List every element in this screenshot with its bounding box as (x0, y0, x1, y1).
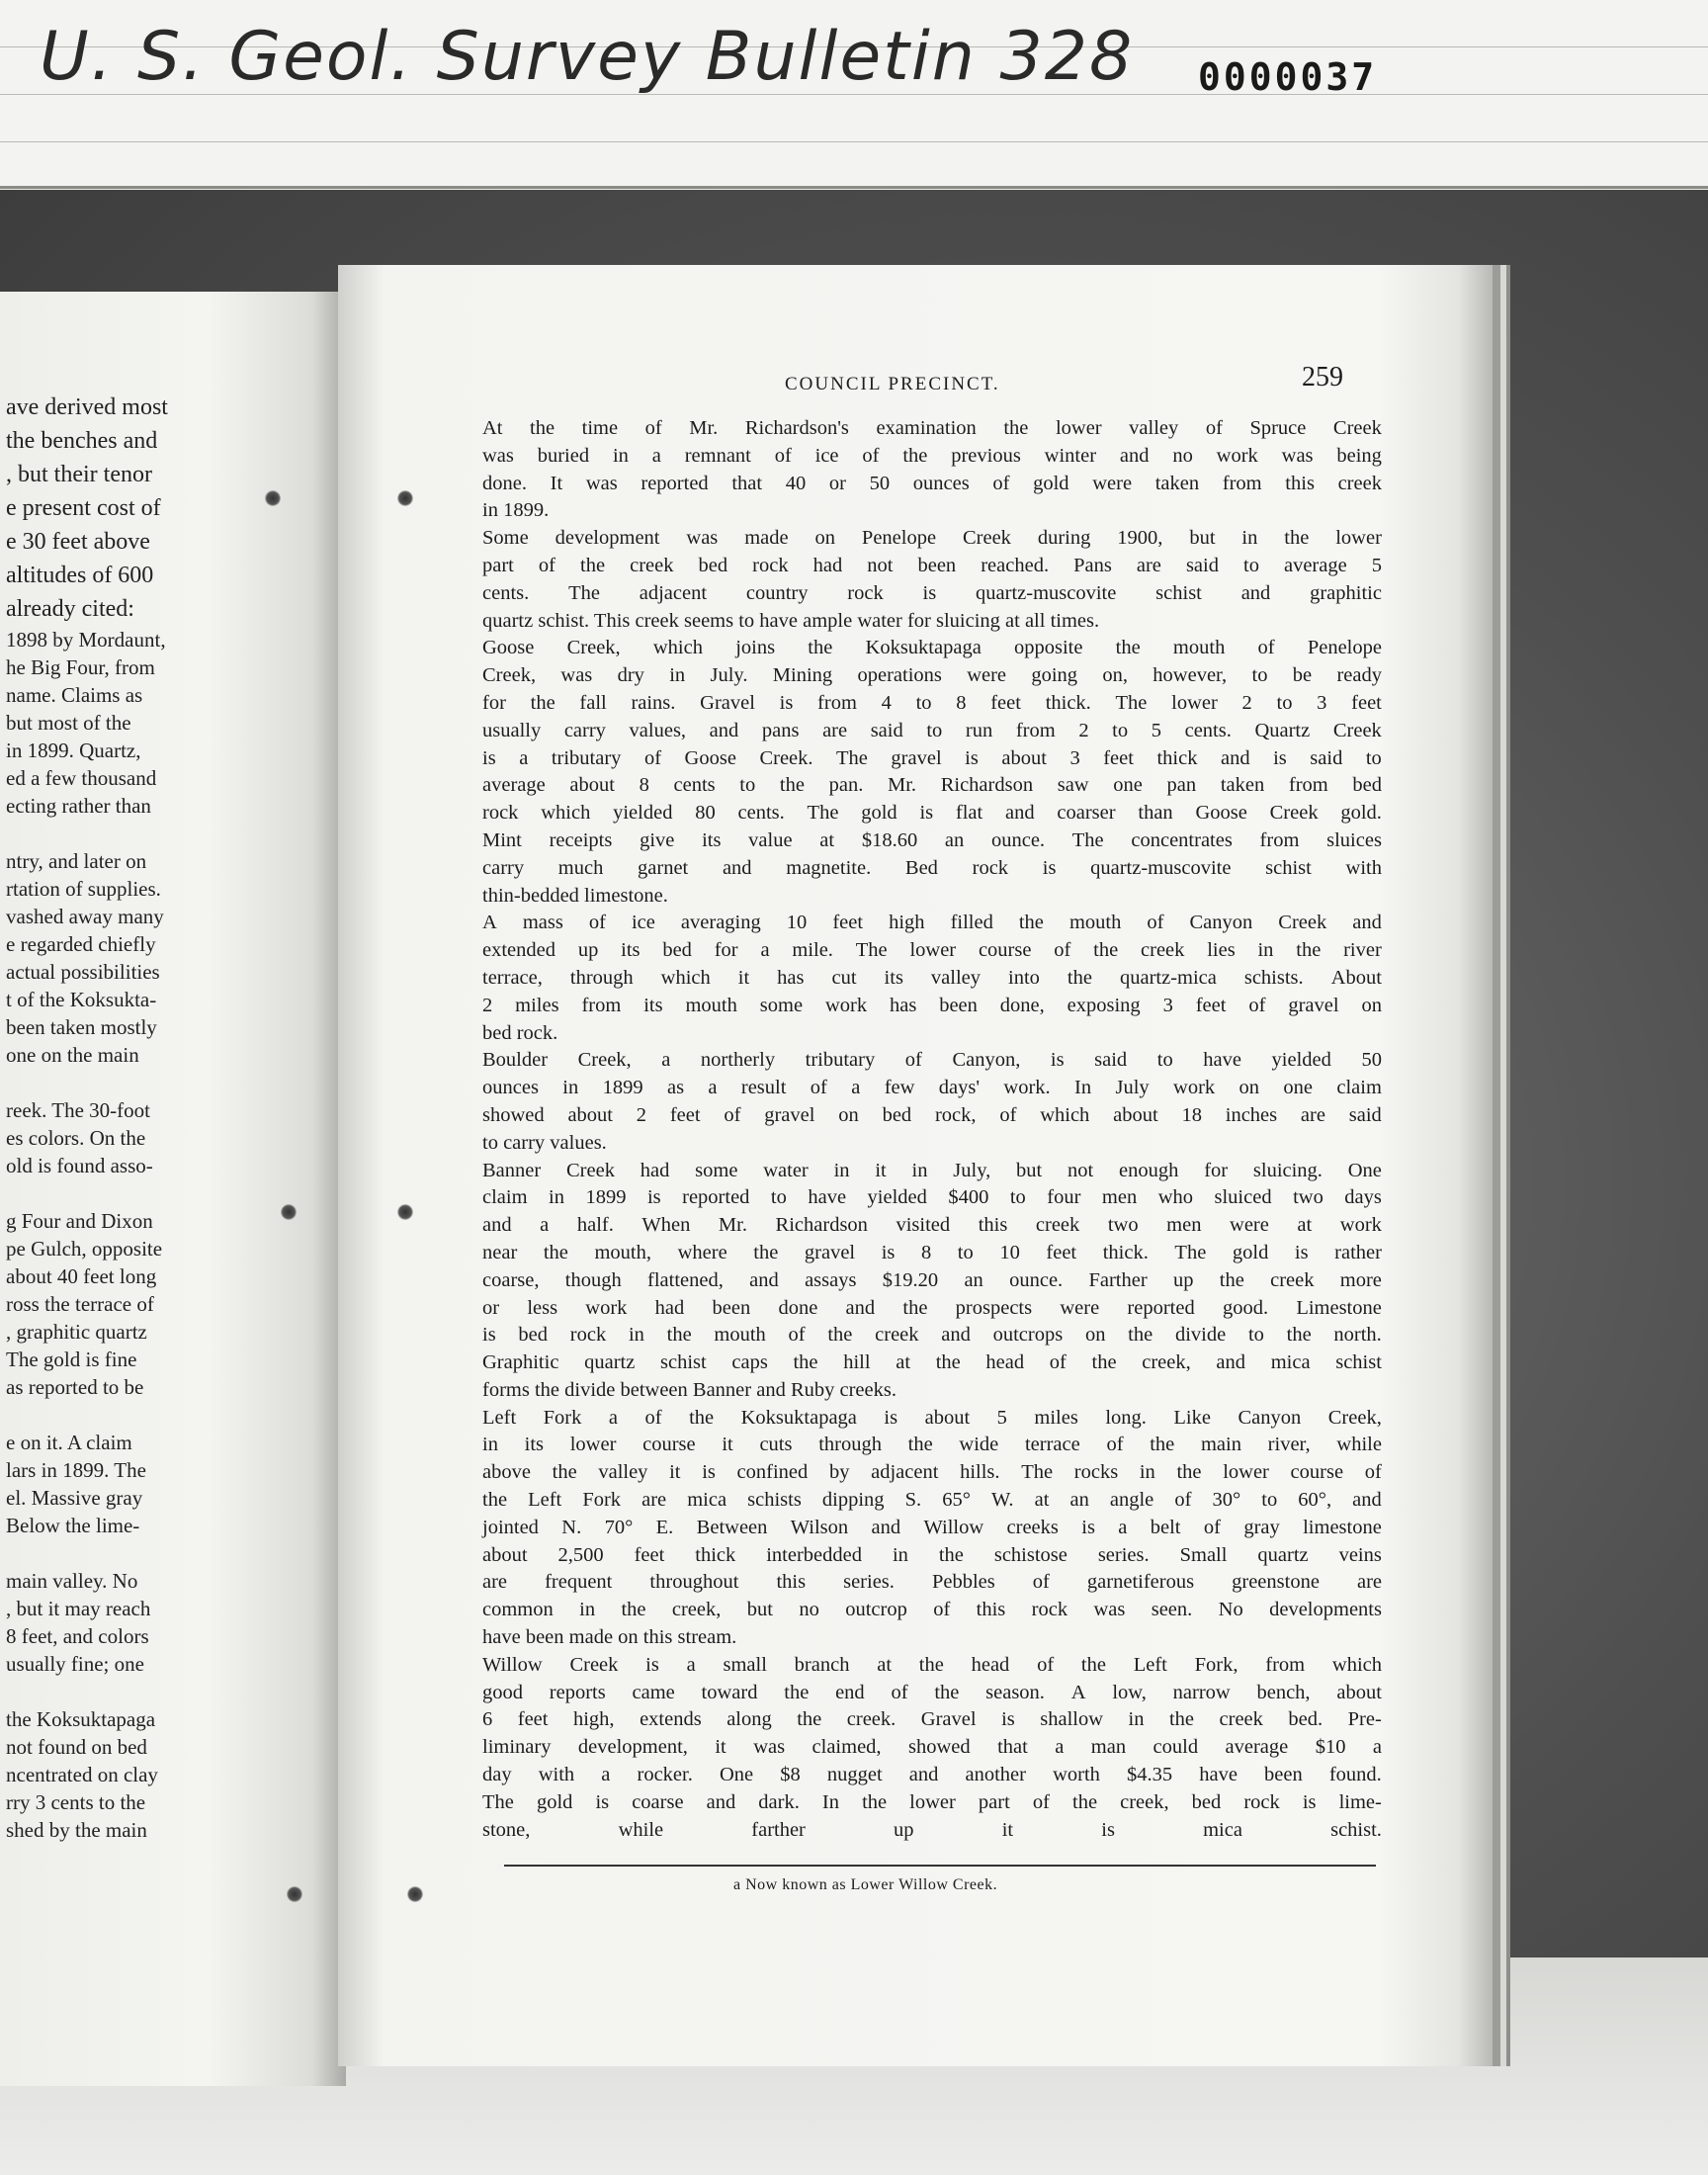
body-line: ounces in 1899 as a result of a few days' work. In July work on one claim (482, 1077, 1382, 1099)
line-gap (6, 1069, 332, 1096)
left-page-line: pe Gulch, opposite (6, 1237, 163, 1261)
left-page (0, 292, 346, 2086)
binding-hole (397, 1204, 413, 1220)
body-line: above the valley it is confined by adjacent hills. The rocks in the lower course of (482, 1461, 1382, 1484)
left-page-line: name. Claims as (6, 683, 143, 707)
body-line: the Left Fork are mica schists dipping S. 65° W. at an angle of 30° to 60°, and (482, 1489, 1382, 1512)
page-number: 259 (1302, 362, 1343, 392)
left-page-line: one on the main (6, 1043, 139, 1067)
body-line: carry much garnet and magnetite. Bed rock is quartz-muscovite schist with (482, 856, 1382, 879)
body-line: showed about 2 feet of gravel on bed rock, of which about 18 inches are said (482, 1103, 1382, 1126)
body-line: for the fall rains. Gravel is from 4 to 8 feet thick. The lower 2 to 3 feet (482, 691, 1382, 714)
left-page-line: rtation of supplies. (6, 877, 161, 901)
line-gap (6, 820, 332, 847)
left-page-line: ross the terrace of (6, 1292, 154, 1316)
line-gap (6, 1179, 332, 1207)
body-line: Boulder Creek, a northerly tributary of Canyon, is said to have yielded 50 (482, 1049, 1382, 1072)
line-gap (6, 1539, 332, 1567)
label-strip (0, 0, 1708, 188)
body-line: terrace, through which it has cut its valley into the quartz-mica schists. About (482, 966, 1382, 989)
left-page-line: the Koksuktapaga (6, 1707, 156, 1731)
left-page-line: , graphitic quartz (6, 1320, 147, 1344)
left-page-line: reek. The 30-foot (6, 1098, 150, 1122)
body-line: Creek, was dry in July. Mining operations were going on, however, to be ready (482, 664, 1382, 687)
left-page-line: ed a few thousand (6, 766, 157, 790)
body-line: and a half. When Mr. Richardson visited this creek two men were at work (482, 1214, 1382, 1237)
body-line: jointed N. 70° E. Between Wilson and Willow creeks is a belt of gray limestone (482, 1516, 1382, 1538)
body-line: common in the creek, but no outcrop of this rock was seen. No developments (482, 1599, 1382, 1621)
body-line: part of the creek bed rock had not been reached. Pans are said to average 5 (482, 554, 1382, 576)
left-page-line: ncentrated on clay (6, 1763, 158, 1786)
body-line: Mint receipts give its value at $18.60 an ounce. The concentrates from sluices (482, 828, 1382, 851)
body-line: forms the divide between Banner and Ruby creeks. (482, 1378, 897, 1401)
left-page-line: been taken mostly (6, 1015, 157, 1039)
footnote-rule (504, 1865, 1376, 1867)
left-page-line: el. Massive gray (6, 1486, 143, 1510)
left-page-line: 8 feet, and colors (6, 1624, 149, 1648)
body-line: Graphitic quartz schist caps the hill at the head of the creek, and mica schist (482, 1351, 1382, 1374)
body-line: is a tributary of Goose Creek. The gravel is about 3 feet thick and is said to (482, 746, 1382, 769)
body-line: have been made on this stream. (482, 1626, 737, 1649)
body-line: Banner Creek had some water in it in July, but not enough for sluicing. One (482, 1159, 1382, 1181)
left-page-line: ecting rather than (6, 794, 151, 818)
binding-hole (407, 1886, 423, 1902)
left-page-line: es colors. On the (6, 1126, 146, 1150)
left-page-line: ave derived most (6, 394, 168, 420)
left-page-line: lars in 1899. The (6, 1458, 146, 1482)
body-line: The gold is coarse and dark. In the lower part of the creek, bed rock is lime- (482, 1790, 1382, 1813)
body-line: liminary development, it was claimed, showed that a man could average $10 a (482, 1736, 1382, 1759)
body-line: rock which yielded 80 cents. The gold is flat and coarser than Goose Creek gold. (482, 802, 1382, 825)
body-line: bed rock. (482, 1021, 558, 1044)
binding-hole (397, 490, 413, 506)
catalog-stamp: 0000037 (1198, 55, 1378, 99)
body-line: about 2,500 feet thick interbedded in the schistose series. Small quartz veins (482, 1543, 1382, 1566)
strip-edge (0, 186, 1708, 189)
right-page (338, 265, 1493, 2066)
left-page-line: main valley. No (6, 1569, 138, 1593)
body-line: is bed rock in the mouth of the creek and outcrops on the divide to the north. (482, 1324, 1382, 1347)
left-page-line: e 30 feet above (6, 529, 150, 555)
left-page-line: actual possibilities (6, 960, 160, 984)
body-line: day with a rocker. One $8 nugget and another worth $4.35 have been found. (482, 1764, 1382, 1786)
body-line: cents. The adjacent country rock is quartz-muscovite schist and graphitic (482, 581, 1382, 604)
body-line: average about 8 cents to the pan. Mr. Richardson saw one pan taken from bed (482, 774, 1382, 797)
body-line: Willow Creek is a small branch at the head of the Left Fork, from which (482, 1653, 1382, 1676)
page-body (482, 415, 1382, 1844)
left-page-line: already cited: (6, 596, 134, 622)
body-line: thin-bedded limestone. (482, 884, 668, 907)
body-line: A mass of ice averaging 10 feet high filled the mouth of Canyon Creek and (482, 912, 1382, 934)
body-line: done. It was reported that 40 or 50 ounces of gold were taken from this creek (482, 472, 1382, 494)
body-line: claim in 1899 is reported to have yielded $400 to four men who sluiced two days (482, 1186, 1382, 1209)
body-line: Left Fork a of the Koksuktapaga is about 5 miles long. Like Canyon Creek, (482, 1406, 1382, 1429)
body-line: in 1899. (482, 499, 550, 522)
left-page-line: , but it may reach (6, 1597, 151, 1620)
left-page-line: but most of the (6, 711, 131, 735)
left-page-line: about 40 feet long (6, 1264, 157, 1288)
left-page-line: The gold is fine (6, 1348, 137, 1371)
binding-hole (287, 1886, 302, 1902)
left-page-line: e on it. A claim (6, 1431, 132, 1454)
left-page-line: the benches and (6, 428, 158, 454)
body-line: quartz schist. This creek seems to have ample water for sluicing at all times. (482, 609, 1100, 632)
left-page-line: , but their tenor (6, 462, 152, 487)
left-page-line: vashed away many (6, 905, 164, 928)
left-page-line: e present cost of (6, 495, 161, 521)
running-head: COUNCIL PRECINCT. (785, 374, 1000, 394)
handwritten-label: U. S. Geol. Survey Bulletin 328 (40, 18, 1135, 96)
line-gap (6, 1678, 332, 1705)
body-line: coarse, though flattened, and assays $19.20 an ounce. Farther up the creek more (482, 1268, 1382, 1291)
body-line: extended up its bed for a mile. The lower course of the creek lies in the river (482, 939, 1382, 962)
left-page-line: Below the lime- (6, 1514, 140, 1537)
left-page-text (6, 391, 332, 1844)
left-page-line: g Four and Dixon (6, 1209, 153, 1233)
footnote: a Now known as Lower Willow Creek. (733, 1876, 998, 1893)
binding-hole (281, 1204, 297, 1220)
line-gap (6, 1401, 332, 1429)
left-page-line: e regarded chiefly (6, 932, 156, 956)
body-line: Some development was made on Penelope Creek during 1900, but in the lower (482, 527, 1382, 550)
body-line: near the mouth, where the gravel is 8 to 10 feet thick. The gold is rather (482, 1241, 1382, 1263)
body-line: in its lower course it cuts through the wide terrace of the main river, while (482, 1434, 1382, 1456)
body-line: or less work had been done and the prospects were reported good. Limestone (482, 1296, 1382, 1319)
body-line: At the time of Mr. Richardson's examination the lower valley of Spruce Creek (482, 417, 1382, 439)
left-page-line: usually fine; one (6, 1652, 144, 1676)
body-line: 6 feet high, extends along the creek. Gravel is shallow in the creek bed. Pre- (482, 1708, 1382, 1731)
body-line: good reports came toward the end of the season. A low, narrow bench, about (482, 1681, 1382, 1703)
left-page-line: 1898 by Mordaunt, (6, 628, 166, 652)
body-line: was buried in a remnant of ice of the previous winter and no work was being (482, 444, 1382, 467)
left-page-line: old is found asso- (6, 1154, 153, 1177)
body-line: to carry values. (482, 1131, 607, 1154)
body-line: Goose Creek, which joins the Koksuktapaga opposite the mouth of Penelope (482, 637, 1382, 659)
body-line: 2 miles from its mouth some work has been done, exposing 3 feet of gravel on (482, 994, 1382, 1016)
left-page-line: altitudes of 600 (6, 563, 154, 588)
left-page-line: as reported to be (6, 1375, 144, 1399)
binding-hole (265, 490, 281, 506)
left-page-line: ntry, and later on (6, 849, 147, 873)
left-page-line: in 1899. Quartz, (6, 739, 141, 762)
left-page-line: shed by the main (6, 1818, 147, 1842)
body-line: stone, while farther up it is mica schist. (482, 1818, 1382, 1841)
body-line: usually carry values, and pans are said to run from 2 to 5 cents. Quartz Creek (482, 719, 1382, 741)
left-page-line: he Big Four, from (6, 655, 155, 679)
left-page-line: t of the Koksukta- (6, 988, 157, 1011)
left-page-line: not found on bed (6, 1735, 147, 1759)
body-line: are frequent throughout this series. Pebbles of garnetiferous greenstone are (482, 1571, 1382, 1594)
left-page-line: rry 3 cents to the (6, 1790, 146, 1814)
